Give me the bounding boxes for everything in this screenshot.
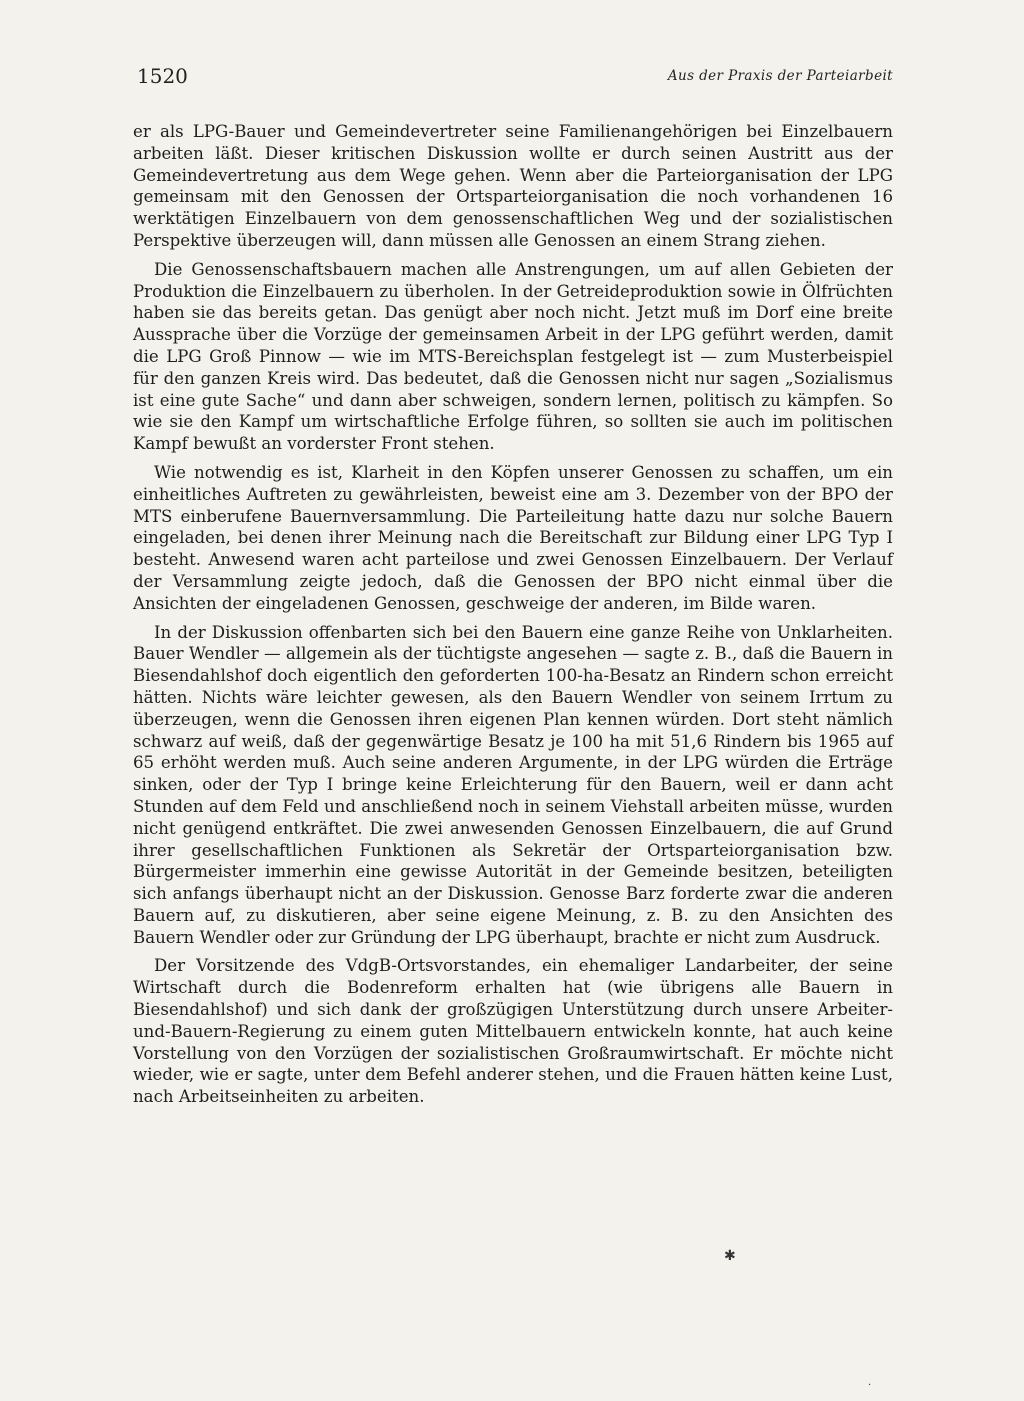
running-title: Aus der Praxis der Parteiarbeit	[667, 68, 893, 84]
corner-speck-mark: ·	[868, 1380, 872, 1391]
paragraph-3: Wie notwendig es ist, Klarheit in den Köpfen unserer Genossen zu schaffen, um ein einheitliches Auftreten zu gewährleisten, beweist eine am 3. Dezember von der BPO der MTS einberufene Bauernversammlung. Die Parteileitung hatte dazu nur solche Bauern eingeladen, bei denen ihrer Meinung nach die Bereitschaft zur Bildung einer LPG Typ I besteht. Anwesend waren acht parteilose und zwei Genossen Einzelbauern. Der Verlauf der Versammlung zeigte jedoch, daß die Genossen der BPO nicht einmal über die Ansichten der eingeladenen Genossen, geschweige der anderen, im Bilde waren.	[133, 462, 893, 613]
page-number: 1520	[137, 64, 188, 88]
paragraph-1: er als LPG-Bauer und Gemeindevertreter seine Familienangehörigen bei Einzelbauern arbeiten läßt. Dieser kritischen Diskussion wollte er durch seinen Austritt aus der Gemeindevertretung aus dem Wege gehen. Wenn aber die Parteiorganisation der LPG gemeinsam mit den Genossen der Ortsparteiorganisation die noch vorhandenen 16 werktätigen Einzelbauern von dem genossenschaftlichen Weg und der sozialistischen Perspektive überzeugen will, dann müssen alle Genossen an einem Strang ziehen.	[133, 122, 893, 250]
paragraph-2: Die Genossenschaftsbauern machen alle Anstrengungen, um auf allen Gebieten der Produktion die Einzelbauern zu überholen. In der Getreideproduktion sowie in Ölfrüchten haben sie das bereits getan. Das genügt aber noch nicht. Jetzt muß im Dorf eine breite Aussprache über die Vorzüge der gemeinsamen Arbeit in der LPG geführt werden, damit die LPG Groß Pinnow — wie im MTS-Bereichsplan festgelegt ist — zum Musterbeispiel für den ganzen Kreis wird. Das bedeutet, daß die Genossen nicht nur sagen „Sozialismus ist eine gute Sache“ und dann aber schweigen, sondern lernen, politisch zu kämpfen. So wie sie den Kampf um wirtschaftliche Erfolge führen, so sollten sie auch im politischen Kampf bewußt an vorderster Front stehen.	[133, 259, 893, 454]
article-body	[133, 121, 893, 1115]
ink-blot-mark: ✱	[724, 1248, 736, 1264]
page-header	[137, 64, 893, 94]
paragraph-4: In der Diskussion offenbarten sich bei den Bauern eine ganze Reihe von Unklarheiten. Bauer Wendler — allgemein als der tüchtigste angesehen — sagte z. B., daß die Bauern in Biesendahlshof doch eigentlich den geforderten 100-ha-Besatz an Rindern schon erreicht hätten. Nichts wäre leichter gewesen, als den Bauern Wendler von seinem Irrtum zu überzeugen, wenn die Genossen ihren eigenen Plan kennen würden. Dort steht nämlich schwarz auf weiß, daß der gegenwärtige Besatz je 100 ha mit 51,6 Rindern bis 1965 auf 65 erhöht werden muß. Auch seine anderen Argumente, in der LPG würden die Erträge sinken, oder der Typ I bringe keine Erleichterung für den Bauern, weil er dann acht Stunden auf dem Feld und anschließend noch in seinem Viehstall arbeiten müsse, wurden nicht genügend entkräftet. Die zwei anwesenden Genossen Einzelbauern, die auf Grund ihrer gesellschaftlichen Funktionen als Sekretär der Ortsparteiorganisation bzw. Bürgermeister immerhin eine gewisse Autorität in der Gemeinde besitzen, beteiligten sich anfangs überhaupt nicht an der Diskussion. Genosse Barz forderte zwar die anderen Bauern auf, zu diskutieren, aber seine eigene Meinung, z. B. zu den Ansichten des Bauern Wendler oder zur Gründung der LPG überhaupt, brachte er nicht zum Ausdruck.	[133, 622, 893, 947]
paragraph-5: Der Vorsitzende des VdgB-Ortsvorstandes, ein ehemaliger Landarbeiter, der seine Wirtschaft durch die Bodenreform erhalten hat (wie übrigens alle Bauern in Biesendahlshof) und sich dank der großzügigen Unterstützung durch unsere Arbeiter-und-Bauern-Regierung zu einem guten Mittelbauern entwickeln konnte, hat auch keine Vorstellung von den Vorzügen der sozialistischen Großraumwirtschaft. Er möchte nicht wieder, wie er sagte, unter dem Befehl anderer stehen, und die Frauen hätten keine Lust, nach Arbeitseinheiten zu arbeiten.	[133, 956, 893, 1107]
